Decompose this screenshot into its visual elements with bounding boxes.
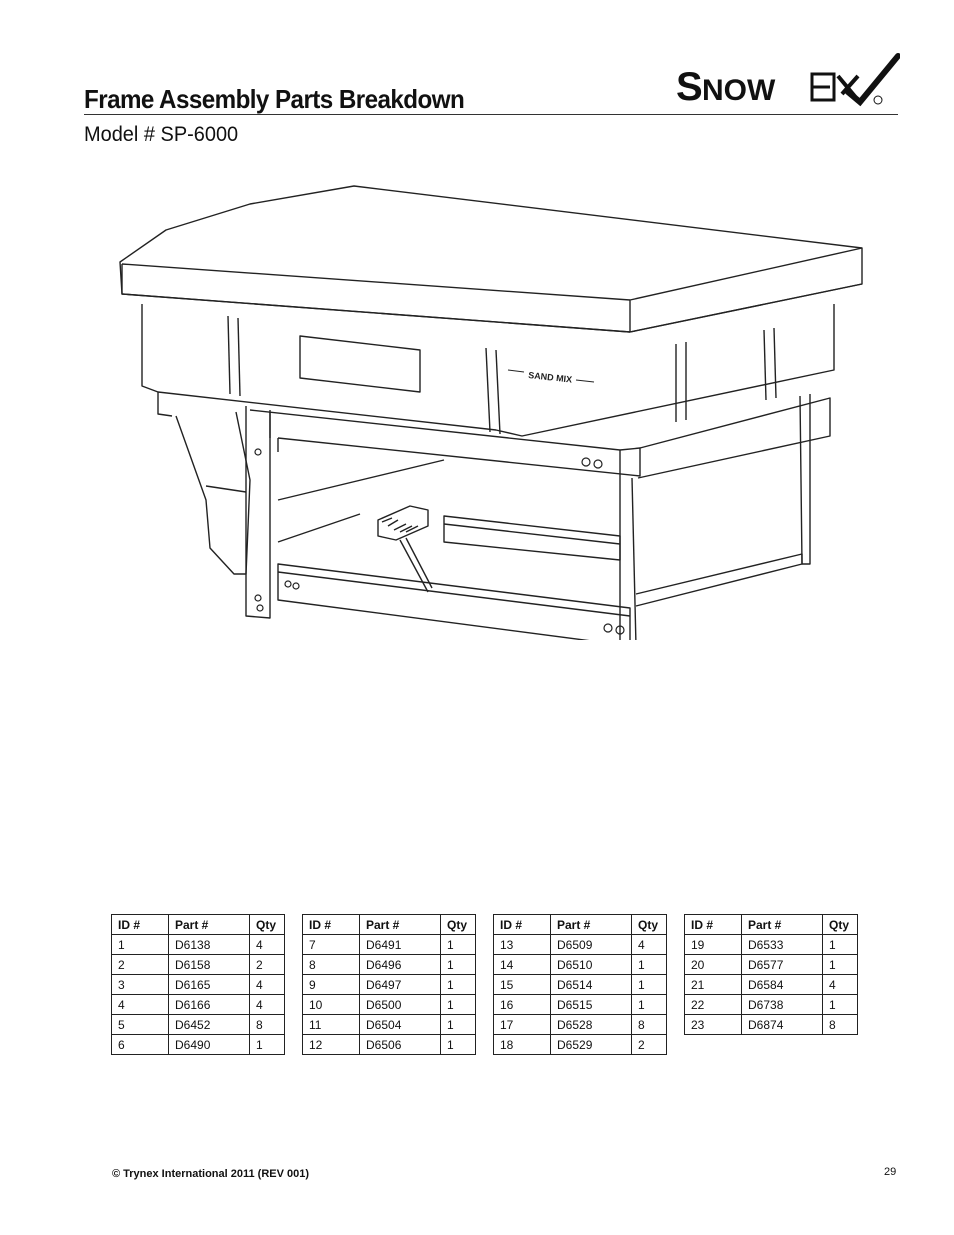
copyright-footer: © Trynex International 2011 (REV 001)	[112, 1168, 310, 1180]
table-row	[494, 995, 667, 1015]
part-number-cell: D6138	[169, 935, 250, 955]
table-row	[112, 1015, 285, 1035]
part-number-cell: D6452	[169, 1015, 250, 1035]
qty-cell: 1	[250, 1035, 285, 1055]
part-number-cell: D6515	[551, 995, 632, 1015]
sand-mix-label: SAND MIX	[527, 370, 573, 385]
column-header: Qty	[823, 915, 858, 935]
table-header-row	[303, 915, 476, 935]
column-header: ID #	[303, 915, 360, 935]
table-row	[494, 935, 667, 955]
part-number-cell: D6577	[742, 955, 823, 975]
id-cell: 6	[112, 1035, 169, 1055]
qty-cell: 4	[823, 975, 858, 995]
part-number-cell: D6500	[360, 995, 441, 1015]
id-cell: 1	[112, 935, 169, 955]
column-header: Qty	[632, 915, 667, 935]
qty-cell: 1	[441, 1015, 476, 1035]
part-number-cell: D6158	[169, 955, 250, 975]
column-header: Part #	[169, 915, 250, 935]
id-cell: 21	[685, 975, 742, 995]
part-number-cell: D6165	[169, 975, 250, 995]
id-cell: 9	[303, 975, 360, 995]
table-row	[112, 935, 285, 955]
id-cell: 11	[303, 1015, 360, 1035]
page-number: 29	[884, 1166, 897, 1178]
column-header: Part #	[360, 915, 441, 935]
column-header: ID #	[685, 915, 742, 935]
id-cell: 3	[112, 975, 169, 995]
qty-cell: 1	[441, 955, 476, 975]
table-row	[112, 955, 285, 975]
id-cell: 7	[303, 935, 360, 955]
qty-cell: 1	[441, 1035, 476, 1055]
id-cell: 22	[685, 995, 742, 1015]
part-number-cell: D6490	[169, 1035, 250, 1055]
qty-cell: 1	[441, 995, 476, 1015]
snowex-logo	[676, 52, 900, 108]
qty-cell: 1	[823, 995, 858, 1015]
table-row	[494, 955, 667, 975]
table-row	[685, 955, 858, 975]
qty-cell: 1	[823, 935, 858, 955]
part-number-cell: D6529	[551, 1035, 632, 1055]
part-number-cell: D6166	[169, 995, 250, 1015]
part-number-cell: D6497	[360, 975, 441, 995]
parts-table-4	[684, 914, 858, 1035]
id-cell: 23	[685, 1015, 742, 1035]
table-row	[494, 975, 667, 995]
table-row	[685, 1015, 858, 1035]
part-number-cell: D6528	[551, 1015, 632, 1035]
id-cell: 19	[685, 935, 742, 955]
id-cell: 8	[303, 955, 360, 975]
svg-text:S: S	[676, 65, 703, 108]
qty-cell: 8	[823, 1015, 858, 1035]
table-row	[303, 955, 476, 975]
id-cell: 10	[303, 995, 360, 1015]
table-row	[303, 975, 476, 995]
svg-text:NOW: NOW	[702, 74, 776, 107]
qty-cell: 8	[632, 1015, 667, 1035]
qty-cell: 2	[632, 1035, 667, 1055]
table-header-row	[494, 915, 667, 935]
page-title: Frame Assembly Parts Breakdown	[84, 84, 465, 114]
parts-table-2	[302, 914, 476, 1055]
part-number-cell: D6533	[742, 935, 823, 955]
qty-cell: 1	[441, 935, 476, 955]
id-cell: 2	[112, 955, 169, 975]
table-row	[303, 1035, 476, 1055]
column-header: Part #	[551, 915, 632, 935]
table-row	[112, 1035, 285, 1055]
table-row	[685, 975, 858, 995]
id-cell: 20	[685, 955, 742, 975]
qty-cell: 4	[250, 935, 285, 955]
id-cell: 4	[112, 995, 169, 1015]
id-cell: 17	[494, 1015, 551, 1035]
table-row	[303, 995, 476, 1015]
id-cell: 15	[494, 975, 551, 995]
column-header: ID #	[494, 915, 551, 935]
table-row	[112, 995, 285, 1015]
id-cell: 14	[494, 955, 551, 975]
qty-cell: 1	[441, 975, 476, 995]
table-row	[494, 1035, 667, 1055]
part-number-cell: D6584	[742, 975, 823, 995]
qty-cell: 4	[632, 935, 667, 955]
column-header: ID #	[112, 915, 169, 935]
part-number-cell: D6738	[742, 995, 823, 1015]
table-row	[112, 975, 285, 995]
id-cell: 13	[494, 935, 551, 955]
table-header-row	[685, 915, 858, 935]
qty-cell: 8	[250, 1015, 285, 1035]
part-number-cell: D6491	[360, 935, 441, 955]
table-header-row	[112, 915, 285, 935]
qty-cell: 1	[823, 955, 858, 975]
qty-cell: 4	[250, 995, 285, 1015]
part-number-cell: D6874	[742, 1015, 823, 1035]
id-cell: 5	[112, 1015, 169, 1035]
parts-table-1	[111, 914, 285, 1055]
model-subtitle: Model # SP-6000	[84, 123, 239, 146]
column-header: Part #	[742, 915, 823, 935]
part-number-cell: D6506	[360, 1035, 441, 1055]
table-row	[685, 995, 858, 1015]
qty-cell: 1	[632, 995, 667, 1015]
column-header: Qty	[441, 915, 476, 935]
parts-table-3	[493, 914, 667, 1055]
part-number-cell: D6504	[360, 1015, 441, 1035]
frame-assembly-drawing	[110, 180, 870, 640]
part-number-cell: D6514	[551, 975, 632, 995]
qty-cell: 2	[250, 955, 285, 975]
table-row	[303, 1015, 476, 1035]
table-row	[303, 935, 476, 955]
title-rule	[84, 114, 898, 115]
column-header: Qty	[250, 915, 285, 935]
table-row	[685, 935, 858, 955]
part-number-cell: D6496	[360, 955, 441, 975]
part-number-cell: D6510	[551, 955, 632, 975]
qty-cell: 1	[632, 975, 667, 995]
id-cell: 16	[494, 995, 551, 1015]
part-number-cell: D6509	[551, 935, 632, 955]
id-cell: 12	[303, 1035, 360, 1055]
id-cell: 18	[494, 1035, 551, 1055]
table-row	[494, 1015, 667, 1035]
qty-cell: 1	[632, 955, 667, 975]
qty-cell: 4	[250, 975, 285, 995]
